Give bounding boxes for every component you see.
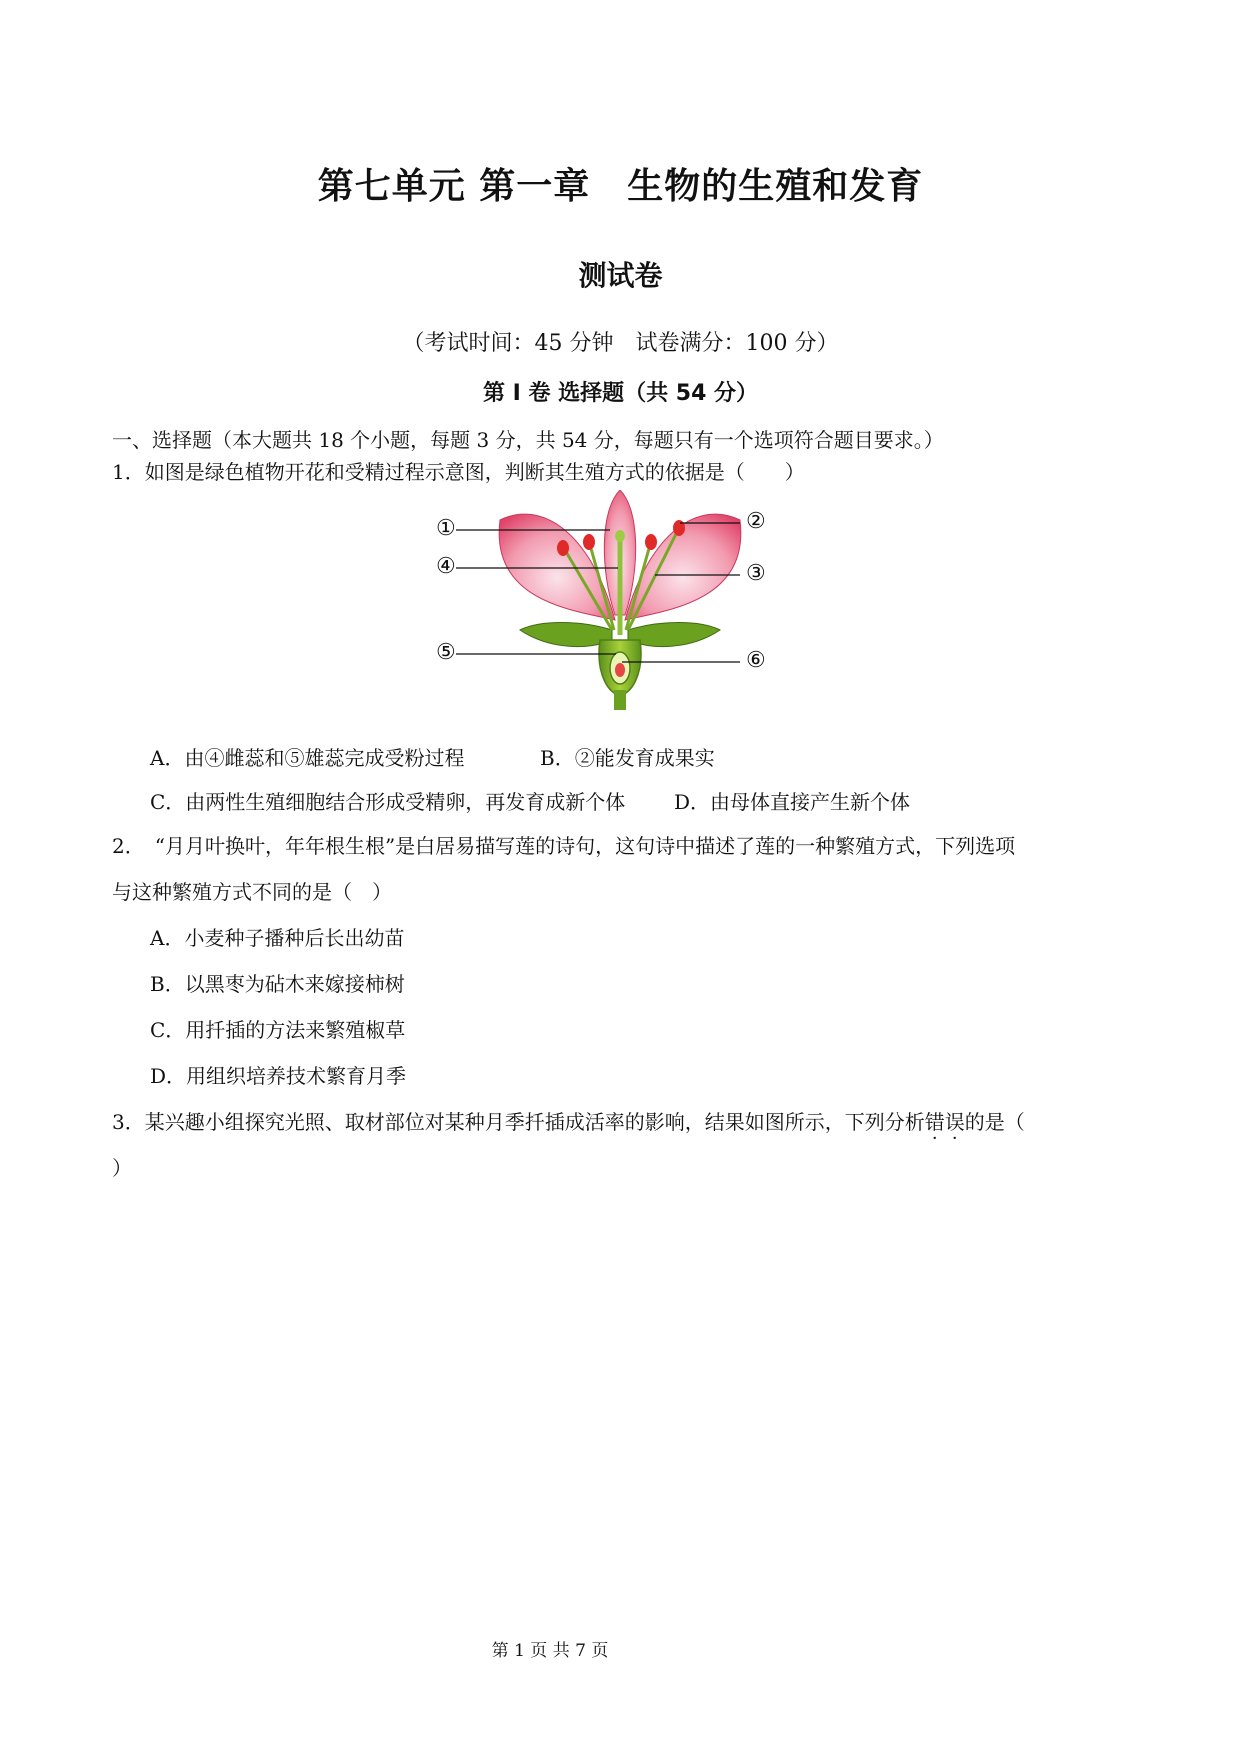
question-2-stem-line-2: 与这种繁殖方式不同的是（ ） <box>112 880 392 904</box>
figure-label-4: ④ <box>436 554 456 579</box>
question-2-option-a: A．小麦种子播种后长出幼苗 <box>150 926 405 950</box>
figure-label-3: ③ <box>746 561 766 586</box>
section-title: 第 I 卷 选择题（共 54 分） <box>482 381 759 406</box>
document-title: 第七单元 第一章 生物的生殖和发育 <box>317 166 924 207</box>
question-3-emphasis-2: 误 <box>944 1110 965 1134</box>
question-1-stem: 1．如图是绿色植物开花和受精过程示意图，判断其生殖方式的依据是（ ） <box>112 460 805 484</box>
page-footer: 第 1 页 共 7 页 <box>491 1641 609 1661</box>
question-3-stem-line-1 <box>112 1106 1025 1135</box>
instructions: 一、选择题（本大题共 18 个小题，每题 3 分，共 54 分，每题只有一个选项符合题目要求。） <box>112 428 944 452</box>
question-2-stem-line-1: 2． “月月叶换叶，年年根生根”是白居易描写莲的诗句，这句诗中描述了莲的一种繁殖方式，下列选项 <box>112 834 1016 858</box>
question-2-option-d: D．用组织培养技术繁育月季 <box>150 1064 407 1088</box>
question-2-option-b: B．以黑枣为砧木来嫁接柿树 <box>150 972 405 996</box>
question-1-option-a: A．由④雌蕊和⑤雄蕊完成受粉过程 <box>150 746 465 770</box>
question-1-option-c: C．由两性生殖细胞结合形成受精卵，再发育成新个体 <box>150 790 626 814</box>
question-1-option-b: B．②能发育成果实 <box>540 746 715 770</box>
question-3-stem-part-2: 的是（ <box>964 1110 1025 1134</box>
figure-label-6: ⑥ <box>746 648 766 673</box>
figure-label-2: ② <box>746 509 766 534</box>
question-3-stem-line-2: ） <box>112 1156 132 1180</box>
question-2-option-c: C．用扦插的方法来繁殖椒草 <box>150 1018 406 1042</box>
exam-info: （考试时间：45 分钟 试卷满分：100 分） <box>402 331 839 356</box>
document-subtitle: 测试卷 <box>578 259 663 292</box>
figure-label-1: ① <box>436 516 456 541</box>
question-1-option-d: D．由母体直接产生新个体 <box>674 790 911 814</box>
question-3-stem-part-1: 3．某兴趣小组探究光照、取材部位对某种月季扦插成活率的影响，结果如图所示，下列分析 <box>112 1110 925 1134</box>
figure-label-5: ⑤ <box>436 640 456 665</box>
question-3-emphasis-1: 错 <box>924 1110 945 1134</box>
